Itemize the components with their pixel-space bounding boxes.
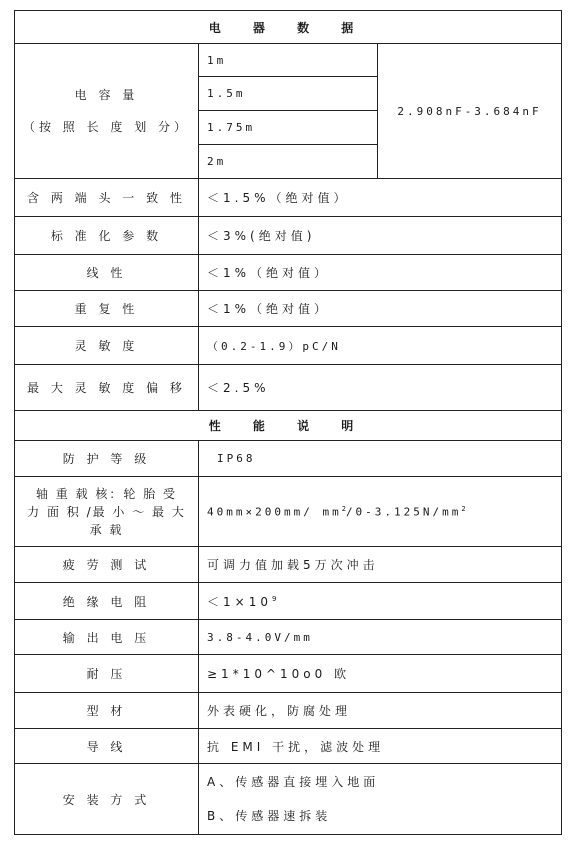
table-row bbox=[15, 655, 562, 693]
output-label: 输 出 电 压 bbox=[15, 620, 199, 655]
pressure-label: 耐 压 bbox=[15, 655, 199, 693]
load-label-line2: 力 面 积 /最 小 ～ 最 大 bbox=[27, 504, 186, 519]
electrical-header: 电 器 数 据 bbox=[15, 11, 562, 44]
load-label-line3: 承 载 bbox=[89, 522, 124, 537]
table-row bbox=[15, 217, 562, 255]
row-label: 标 准 化 参 数 bbox=[15, 217, 199, 255]
table-row bbox=[15, 327, 562, 365]
table-row bbox=[15, 255, 562, 291]
load-value bbox=[199, 477, 562, 547]
table-row bbox=[15, 547, 562, 583]
fatigue-label: 疲 劳 测 试 bbox=[15, 547, 199, 583]
install-label: 安 装 方 式 bbox=[15, 764, 199, 835]
performance-header-row bbox=[15, 411, 562, 441]
install-option-b: B、传感器速拆装 bbox=[207, 809, 332, 823]
insulation-value bbox=[199, 583, 562, 620]
load-value-a: 40mm×200mm/ mm bbox=[207, 505, 342, 519]
table-row bbox=[15, 477, 562, 547]
capacitance-label-line1: 电 容 量 bbox=[74, 88, 139, 102]
load-value-b: /0-3.125N/mm bbox=[345, 505, 462, 519]
row-label: 灵 敏 度 bbox=[15, 327, 199, 365]
capacitance-label bbox=[15, 44, 199, 179]
spec-table bbox=[14, 10, 562, 835]
row-label: 最 大 灵 敏 度 偏 移 bbox=[15, 365, 199, 411]
capacitance-value: 2.908nF-3.684nF bbox=[378, 44, 562, 179]
output-value: 3.8-4.0V/mm bbox=[199, 620, 562, 655]
install-option-a: A、传感器直接埋入地面 bbox=[207, 775, 380, 789]
capacitance-row bbox=[15, 44, 562, 77]
material-value: 外表硬化，防腐处理 bbox=[199, 693, 562, 729]
row-label: 线 性 bbox=[15, 255, 199, 291]
table-row bbox=[15, 620, 562, 655]
row-label: 含 两 端 头 一 致 性 bbox=[15, 179, 199, 217]
electrical-header-row bbox=[15, 11, 562, 44]
table-row bbox=[15, 291, 562, 327]
row-value: ＜1%（绝对值） bbox=[199, 255, 562, 291]
row-value: ＜1%（绝对值） bbox=[199, 291, 562, 327]
capacitance-label-line2: （按 照 长 度 划 分） bbox=[22, 120, 191, 134]
load-label-line1: 轴 重 载 核：轮 胎 受 bbox=[35, 486, 178, 501]
row-value: （0.2-1.9）pC/N bbox=[199, 327, 562, 365]
material-label: 型 材 bbox=[15, 693, 199, 729]
load-label bbox=[15, 477, 199, 547]
table-row bbox=[15, 441, 562, 477]
pressure-value: ≥1*10^10o0 欧 bbox=[199, 655, 562, 693]
length-cell: 1.75m bbox=[199, 111, 378, 145]
length-cell: 2m bbox=[199, 145, 378, 179]
row-value: ＜2.5% bbox=[199, 365, 562, 411]
insulation-label: 绝 缘 电 阻 bbox=[15, 583, 199, 620]
table-row bbox=[15, 693, 562, 729]
protection-label: 防 护 等 级 bbox=[15, 441, 199, 477]
row-value: ＜3%(绝对值) bbox=[199, 217, 562, 255]
fatigue-value: 可调力值加载5万次冲击 bbox=[199, 547, 562, 583]
install-value bbox=[199, 764, 562, 835]
table-row bbox=[15, 729, 562, 764]
load-value-sup2: 2 bbox=[461, 504, 466, 513]
table-row bbox=[15, 365, 562, 411]
wire-label: 导 线 bbox=[15, 729, 199, 764]
length-cell: 1m bbox=[199, 44, 378, 77]
protection-value: IP68 bbox=[199, 441, 562, 477]
table-row bbox=[15, 764, 562, 835]
wire-value: 抗 EMI 干扰，滤波处理 bbox=[199, 729, 562, 764]
load-value-sup1: 2 bbox=[341, 504, 346, 513]
table-row bbox=[15, 179, 562, 217]
row-label: 重 复 性 bbox=[15, 291, 199, 327]
insulation-value-sup: 9 bbox=[271, 594, 277, 603]
length-cell: 1.5m bbox=[199, 77, 378, 111]
insulation-value-base: ＜1×10 bbox=[207, 594, 272, 609]
table-row bbox=[15, 583, 562, 620]
performance-header: 性 能 说 明 bbox=[15, 411, 562, 441]
row-value: ＜1.5%（绝对值） bbox=[199, 179, 562, 217]
